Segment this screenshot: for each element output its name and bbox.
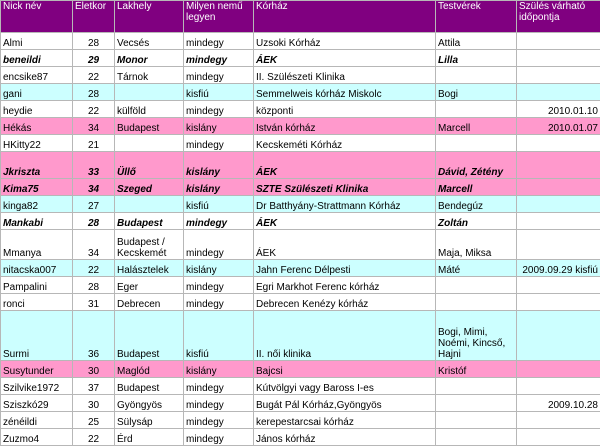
due-date-cell[interactable] xyxy=(517,213,600,230)
due-date-cell[interactable]: 2009.10.28 xyxy=(517,395,600,412)
residence-cell[interactable]: Monor xyxy=(115,50,184,67)
gender-cell[interactable]: mindegy xyxy=(184,101,254,118)
due-date-cell[interactable] xyxy=(517,412,600,429)
due-date-cell[interactable] xyxy=(517,294,600,311)
due-date-cell[interactable] xyxy=(517,33,600,50)
gender-cell[interactable]: kislány xyxy=(184,361,254,378)
residence-cell[interactable]: Budapest / Kecskemét xyxy=(115,230,184,260)
siblings-cell[interactable] xyxy=(436,135,517,152)
table-row xyxy=(1,135,600,152)
siblings-cell[interactable]: Marcell xyxy=(436,179,517,196)
residence-cell[interactable]: Érd xyxy=(115,429,184,446)
age-cell[interactable]: 28 xyxy=(73,277,115,294)
hospital-cell[interactable]: II. női klinika xyxy=(254,311,436,361)
table-row xyxy=(1,412,600,429)
hospital-cell[interactable]: Bugát Pál Kórház,Gyöngyös xyxy=(254,395,436,412)
hospital-cell[interactable]: SZTE Szülészeti Klinika xyxy=(254,179,436,196)
gender-cell[interactable]: mindegy xyxy=(184,230,254,260)
header-siblings[interactable]: Testvérek xyxy=(436,1,517,33)
siblings-cell[interactable] xyxy=(436,395,517,412)
table-row xyxy=(1,84,600,101)
age-cell[interactable]: 22 xyxy=(73,67,115,84)
nick-cell[interactable]: Pampalini xyxy=(1,277,73,294)
header-gender[interactable]: Milyen nemű legyen xyxy=(184,1,254,33)
hospital-cell[interactable]: István kórház xyxy=(254,118,436,135)
gender-cell[interactable]: mindegy xyxy=(184,213,254,230)
due-date-cell[interactable] xyxy=(517,429,600,446)
hospital-cell[interactable]: Bajcsi xyxy=(254,361,436,378)
table-row xyxy=(1,230,600,260)
age-cell[interactable]: 34 xyxy=(73,118,115,135)
table-row xyxy=(1,277,600,294)
gender-cell[interactable]: mindegy xyxy=(184,277,254,294)
nick-cell[interactable]: gani xyxy=(1,84,73,101)
table-row xyxy=(1,196,600,213)
nick-cell[interactable]: Sziszkó29 xyxy=(1,395,73,412)
siblings-cell[interactable]: Kristóf xyxy=(436,361,517,378)
gender-cell[interactable]: mindegy xyxy=(184,429,254,446)
due-date-cell[interactable] xyxy=(517,230,600,260)
nick-cell[interactable]: Mankabi xyxy=(1,213,73,230)
age-cell[interactable]: 22 xyxy=(73,260,115,277)
residence-cell[interactable]: Budapest xyxy=(115,118,184,135)
siblings-cell[interactable]: Maja, Miksa xyxy=(436,230,517,260)
age-cell[interactable]: 29 xyxy=(73,50,115,67)
age-cell[interactable]: 21 xyxy=(73,135,115,152)
hospital-cell[interactable]: központi xyxy=(254,101,436,118)
siblings-cell[interactable] xyxy=(436,378,517,395)
siblings-cell[interactable]: Attila xyxy=(436,33,517,50)
age-cell[interactable]: 28 xyxy=(73,84,115,101)
siblings-cell[interactable] xyxy=(436,294,517,311)
table-row xyxy=(1,260,600,277)
due-date-cell[interactable] xyxy=(517,311,600,361)
nick-cell[interactable]: zénéildi xyxy=(1,412,73,429)
nick-cell[interactable]: Surmi xyxy=(1,311,73,361)
table-row xyxy=(1,67,600,84)
due-date-cell[interactable] xyxy=(517,50,600,67)
age-cell[interactable]: 28 xyxy=(73,33,115,50)
gender-cell[interactable]: mindegy xyxy=(184,378,254,395)
gender-cell[interactable]: kisfiú xyxy=(184,196,254,213)
due-date-cell[interactable] xyxy=(517,152,600,179)
age-cell[interactable]: 33 xyxy=(73,152,115,179)
table-row xyxy=(1,213,600,230)
due-date-cell[interactable] xyxy=(517,67,600,84)
hospital-cell[interactable]: II. Szülészeti Klinika xyxy=(254,67,436,84)
nick-cell[interactable]: Mmanya xyxy=(1,230,73,260)
table-row xyxy=(1,311,600,361)
residence-cell[interactable]: Budapest xyxy=(115,378,184,395)
hospital-cell[interactable]: Jahn Ferenc Délpesti xyxy=(254,260,436,277)
nick-cell[interactable]: kinga82 xyxy=(1,196,73,213)
due-date-cell[interactable] xyxy=(517,378,600,395)
age-cell[interactable]: 31 xyxy=(73,294,115,311)
residence-cell[interactable]: Budapest xyxy=(115,311,184,361)
residence-cell[interactable]: Vecsés xyxy=(115,33,184,50)
nick-cell[interactable]: encsike87 xyxy=(1,67,73,84)
gender-cell[interactable]: mindegy xyxy=(184,135,254,152)
table-row xyxy=(1,101,600,118)
nick-cell[interactable]: Almi xyxy=(1,33,73,50)
residence-cell[interactable]: Szeged xyxy=(115,179,184,196)
residence-cell[interactable]: Halásztelek xyxy=(115,260,184,277)
residence-cell[interactable] xyxy=(115,196,184,213)
gender-cell[interactable]: kislány xyxy=(184,260,254,277)
age-cell[interactable]: 30 xyxy=(73,361,115,378)
table-row xyxy=(1,395,600,412)
due-date-cell[interactable] xyxy=(517,196,600,213)
due-date-cell[interactable] xyxy=(517,179,600,196)
gender-cell[interactable]: kislány xyxy=(184,118,254,135)
hospital-cell[interactable]: János kórház xyxy=(254,429,436,446)
table-row xyxy=(1,118,600,135)
residence-cell[interactable] xyxy=(115,84,184,101)
nick-cell[interactable]: Szilvike1972 xyxy=(1,378,73,395)
nick-cell[interactable]: Hékás xyxy=(1,118,73,135)
header-hospital[interactable]: Kórház xyxy=(254,1,436,33)
siblings-cell[interactable]: Marcell xyxy=(436,118,517,135)
age-cell[interactable]: 36 xyxy=(73,311,115,361)
gender-cell[interactable]: mindegy xyxy=(184,50,254,67)
gender-cell[interactable]: kislány xyxy=(184,179,254,196)
table-row xyxy=(1,378,600,395)
table-row xyxy=(1,50,600,67)
age-cell[interactable]: 28 xyxy=(73,213,115,230)
table-row xyxy=(1,294,600,311)
header-due-date[interactable]: Szülés várható időpontja xyxy=(517,1,600,33)
siblings-cell[interactable] xyxy=(436,412,517,429)
residence-cell[interactable]: Sülysáp xyxy=(115,412,184,429)
hospital-cell[interactable]: ÁEK xyxy=(254,50,436,67)
age-cell[interactable]: 34 xyxy=(73,179,115,196)
due-date-cell[interactable] xyxy=(517,84,600,101)
siblings-cell[interactable]: Dávid, Zétény xyxy=(436,152,517,179)
nick-cell[interactable]: heydie xyxy=(1,101,73,118)
age-cell[interactable]: 22 xyxy=(73,101,115,118)
due-date-cell[interactable] xyxy=(517,135,600,152)
table-row xyxy=(1,152,600,179)
hospital-cell[interactable]: ÁEK xyxy=(254,152,436,179)
residence-cell[interactable]: Budapest xyxy=(115,213,184,230)
hospital-cell[interactable]: kerepestarcsai kórház xyxy=(254,412,436,429)
gender-cell[interactable]: mindegy xyxy=(184,294,254,311)
residence-cell[interactable]: Eger xyxy=(115,277,184,294)
siblings-cell[interactable]: Lilla xyxy=(436,50,517,67)
nick-cell[interactable]: Susytunder xyxy=(1,361,73,378)
siblings-cell[interactable] xyxy=(436,277,517,294)
nick-cell[interactable]: nitacska007 xyxy=(1,260,73,277)
header-age[interactable]: Életkor xyxy=(73,1,115,33)
due-date-cell[interactable] xyxy=(517,277,600,294)
hospital-cell[interactable]: Egri Markhot Ferenc kórház xyxy=(254,277,436,294)
nick-cell[interactable]: Zuzmo4 xyxy=(1,429,73,446)
siblings-cell[interactable] xyxy=(436,67,517,84)
nick-cell[interactable]: beneildi xyxy=(1,50,73,67)
siblings-cell[interactable]: Máté xyxy=(436,260,517,277)
nick-cell[interactable]: HKitty22 xyxy=(1,135,73,152)
residence-cell[interactable]: Gyöngyös xyxy=(115,395,184,412)
hospital-cell[interactable]: Uzsoki Kórház xyxy=(254,33,436,50)
hospital-cell[interactable]: Dr Batthyány-Strattmann Kórház xyxy=(254,196,436,213)
siblings-cell[interactable] xyxy=(436,429,517,446)
header-residence[interactable]: Lakhely xyxy=(115,1,184,33)
age-cell[interactable]: 34 xyxy=(73,230,115,260)
residence-cell[interactable] xyxy=(115,135,184,152)
hospital-cell[interactable]: Semmelweis kórház Miskolc xyxy=(254,84,436,101)
nick-cell[interactable]: ronci xyxy=(1,294,73,311)
age-cell[interactable]: 22 xyxy=(73,429,115,446)
gender-cell[interactable]: kislány xyxy=(184,152,254,179)
gender-cell[interactable]: mindegy xyxy=(184,412,254,429)
due-date-cell[interactable] xyxy=(517,361,600,378)
due-date-cell[interactable]: 2010.01.07 xyxy=(517,118,600,135)
hospital-cell[interactable]: ÁEK xyxy=(254,230,436,260)
header-nick[interactable]: Nick név xyxy=(1,1,73,33)
age-cell[interactable]: 37 xyxy=(73,378,115,395)
table-row xyxy=(1,179,600,196)
siblings-cell[interactable]: Bogi, Mimi, Noémi, Kincső, Hajni xyxy=(436,311,517,361)
nick-cell[interactable]: Jkriszta xyxy=(1,152,73,179)
gender-cell[interactable]: mindegy xyxy=(184,67,254,84)
residence-cell[interactable]: külföld xyxy=(115,101,184,118)
nick-cell[interactable]: Kima75 xyxy=(1,179,73,196)
residence-cell[interactable]: Debrecen xyxy=(115,294,184,311)
age-cell[interactable]: 30 xyxy=(73,395,115,412)
siblings-cell[interactable]: Bendegúz xyxy=(436,196,517,213)
gender-cell[interactable]: kisfiú xyxy=(184,311,254,361)
hospital-cell[interactable]: Kútvölgyi vagy Baross I-es xyxy=(254,378,436,395)
header-row xyxy=(1,1,600,33)
table-row xyxy=(1,361,600,378)
siblings-cell[interactable] xyxy=(436,101,517,118)
gender-cell[interactable]: mindegy xyxy=(184,395,254,412)
age-cell[interactable]: 27 xyxy=(73,196,115,213)
gender-cell[interactable]: mindegy xyxy=(184,33,254,50)
due-date-cell[interactable]: 2009.09.29 kisfiú xyxy=(517,260,600,277)
siblings-cell[interactable]: Zoltán xyxy=(436,213,517,230)
hospital-cell[interactable]: Debrecen Kenézy kórház xyxy=(254,294,436,311)
hospital-cell[interactable]: Kecskeméti Kórház xyxy=(254,135,436,152)
table-row xyxy=(1,429,600,446)
hospital-cell[interactable]: ÁEK xyxy=(254,213,436,230)
siblings-cell[interactable]: Bogi xyxy=(436,84,517,101)
gender-cell[interactable]: kisfiú xyxy=(184,84,254,101)
residence-cell[interactable]: Üllő xyxy=(115,152,184,179)
age-cell[interactable]: 25 xyxy=(73,412,115,429)
residence-cell[interactable]: Maglód xyxy=(115,361,184,378)
table-row xyxy=(1,33,600,50)
residence-cell[interactable]: Tárnok xyxy=(115,67,184,84)
due-date-cell[interactable]: 2010.01.10 xyxy=(517,101,600,118)
